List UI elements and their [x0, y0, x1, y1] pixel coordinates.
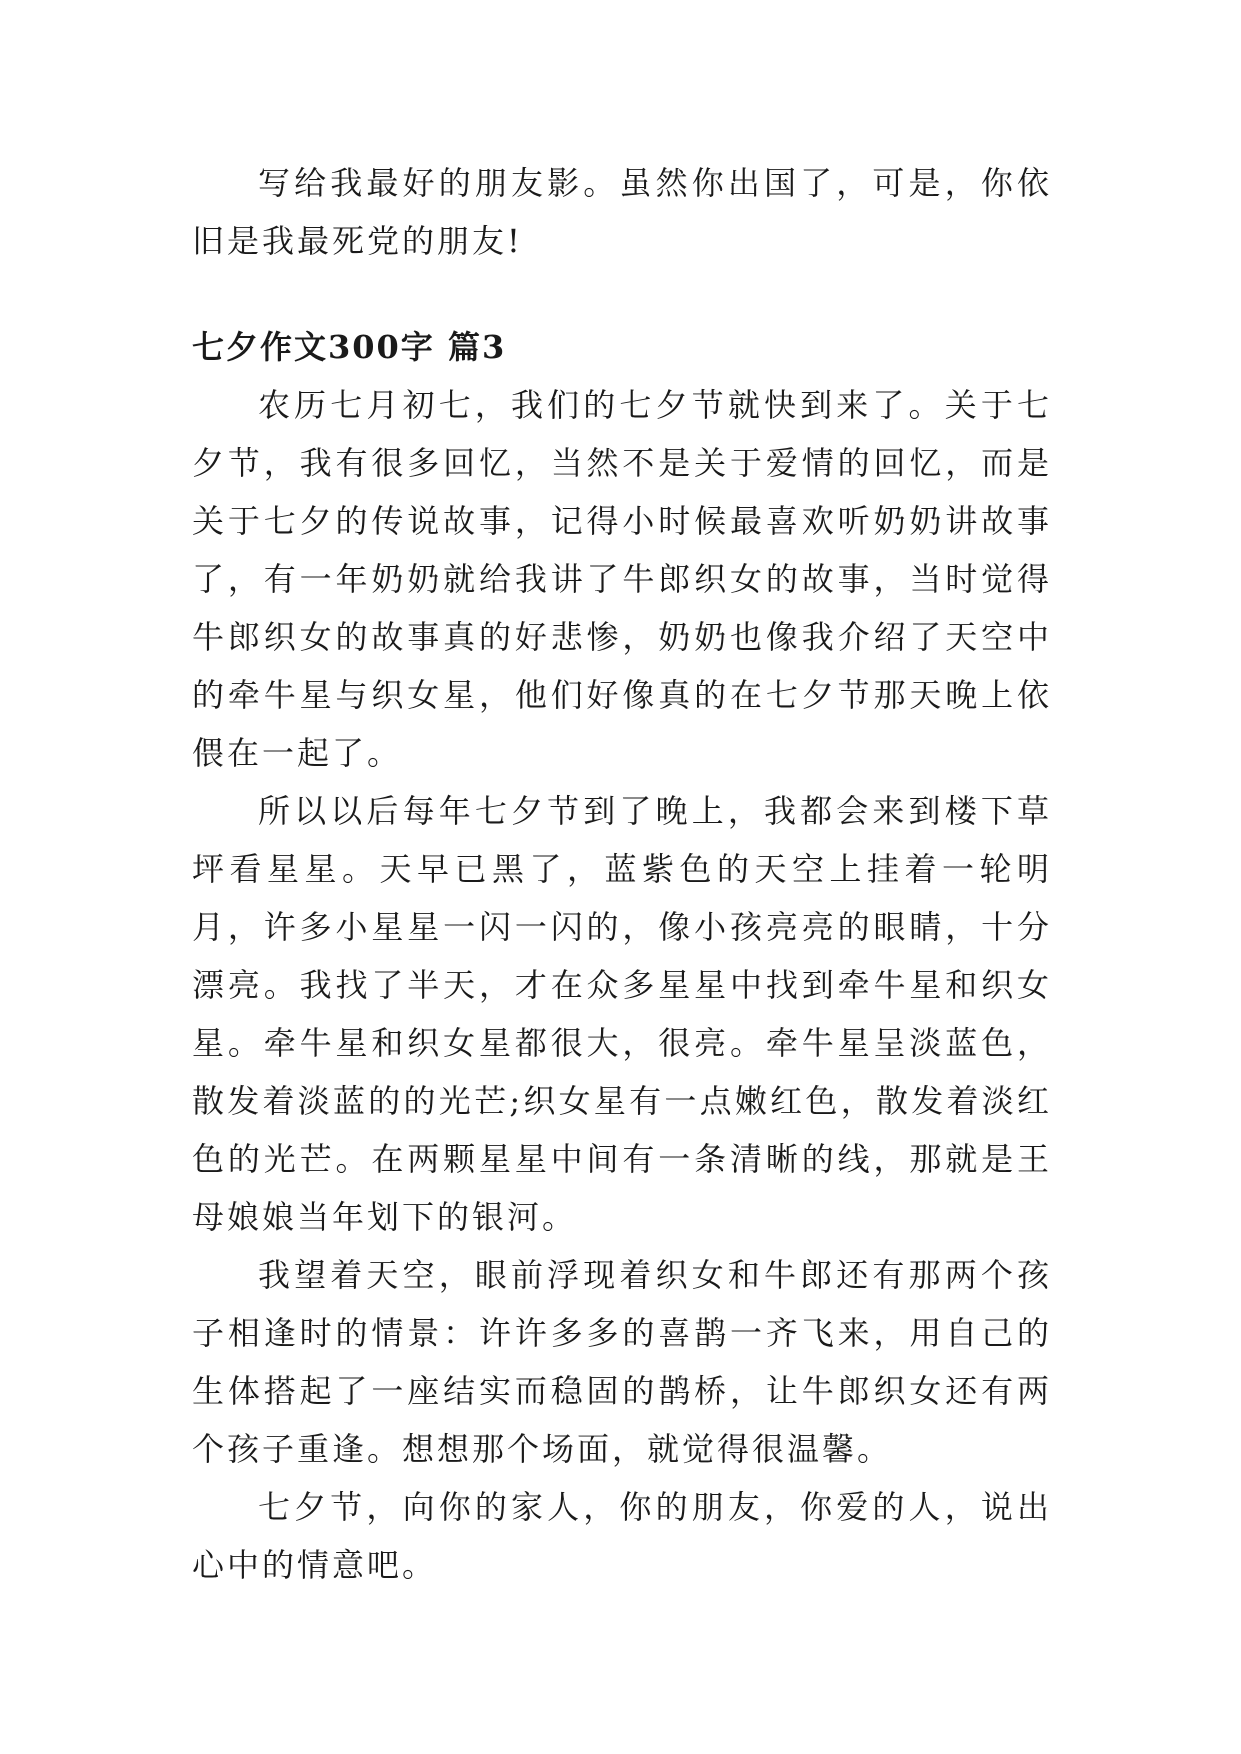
section-title: 七夕作文300字 篇3: [192, 328, 507, 366]
body-paragraph-3: 我望着天空，眼前浮现着织女和牛郎还有那两个孩子相逢时的情景：许许多多的喜鹊一齐飞来，用自己的生体搭起了一座结实而稳固的鹊桥，让牛郎织女还有两个孩子重逢。想想那个场面，就觉得很温馨。: [192, 1256, 1052, 1468]
body-paragraph-2: 所以以后每年七夕节到了晚上，我都会来到楼下草坪看星星。天早已黑了，蓝紫色的天空上挂着一轮明月，许多小星星一闪一闪的，像小孩亮亮的眼睛，十分漂亮。我找了半天，才在众多星星中找到牵牛星和织女星。牵牛星和织女星都很大，很亮。牵牛星呈淡蓝色，散发着淡蓝的的光芒;织女星有一点嫩红色，散发着淡红色的光芒。在两颗星星中间有一条清晰的线，那就是王母娘娘当年划下的银河。: [192, 792, 1052, 1236]
body-paragraph-4: 七夕节，向你的家人，你的朋友，你爱的人，说出心中的情意吧。: [192, 1488, 1052, 1584]
intro-paragraph: 写给我最好的朋友影。虽然你出国了，可是，你依旧是我最死党的朋友!: [192, 164, 1052, 260]
body-paragraph-1: 农历七月初七，我们的七夕节就快到来了。关于七夕节，我有很多回忆，当然不是关于爱情的回忆，而是关于七夕的传说故事，记得小时候最喜欢听奶奶讲故事了，有一年奶奶就给我讲了牛郎织女的故事，当时觉得牛郎织女的故事真的好悲惨，奶奶也像我介绍了天空中的牵牛星与织女星，他们好像真的在七夕节那天晚上依偎在一起了。: [192, 386, 1052, 772]
document-body: [192, 154, 1052, 1594]
